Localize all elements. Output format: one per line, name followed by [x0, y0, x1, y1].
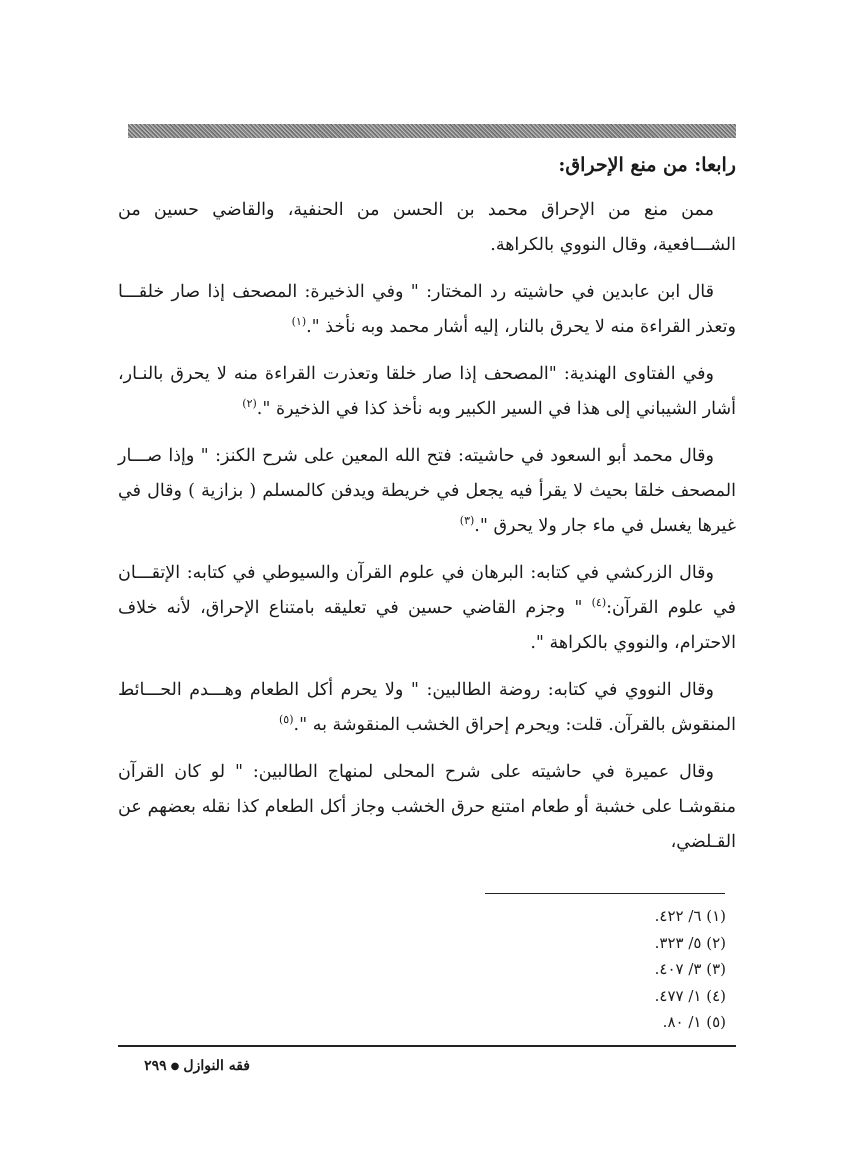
bullet-icon: ● [170, 1060, 180, 1072]
footnotes [520, 903, 726, 1036]
footnote-marker: (٢) [242, 397, 257, 411]
paragraph: ممن منع من الإحراق محمد بن الحسن من الحنفية، والقاضي حسين من الشـــافعية، وقال النووي بالكراهة. [118, 200, 736, 255]
header-decorative-bar [128, 124, 736, 138]
footnote-separator [485, 893, 725, 894]
footnote: (٣) ٣/ ٤٠٧. [654, 960, 726, 978]
page-number: ٢٩٩ [144, 1058, 167, 1074]
section-heading: رابعا: من منع الإحراق: [558, 154, 736, 176]
footnote-marker: (٣) [459, 514, 475, 528]
footnote: (١) ٦/ ٤٢٢. [654, 907, 726, 925]
book-title: فقه النوازل [183, 1058, 250, 1074]
paragraph: وقال محمد أبو السعود في حاشيته: فتح الله المعين على شرح الكنز: " وإذا صـــار المصحف خلقا بحيث لا يقرأ فيه يجعل في خريطة ويدفن كالمسلم ( بزازية ) وقال في غيرها يغسل في ماء جار ولا يحرق ".$^{(٣)}$ [118, 446, 736, 536]
footnote: (٢) ٥/ ٣٢٣. [654, 933, 726, 952]
footnote-marker: (٥) [279, 713, 294, 727]
paragraph: وقال عميرة في حاشيته على شرح المحلى لمنهاج الطالبين: " لو كان القرآن منقوشـا على خشبة أو طعام امتنع حرق الخشب وجاز أكل الطعام كذا نقله بعضهم عن القـلضي، [118, 762, 736, 852]
main-text [118, 148, 736, 872]
paragraph: وفي الفتاوى الهندية: "المصحف إذا صار خلقا وتعذرت القراءة منه لا يحرق بالنـار، أشار الشيباني إلى هذا في السير الكبير وبه نأخذ كذا في الذخيرة ".$^{(٢)}$ [118, 364, 736, 419]
footnote-marker: (٤) [591, 596, 607, 610]
paragraph: قال ابن عابدين في حاشيته رد المختار: " وفي الذخيرة: المصحف إذا صار خلقـــا وتعذر القراءة منه لا يحرق بالنار، إليه أشار محمد وبه نأخذ ".$^{(١)}$ [118, 282, 736, 337]
page-footer [100, 1058, 250, 1074]
footnote: (٤) ١/ ٤٧٧. [654, 986, 726, 1005]
footnote-marker: (١) [291, 315, 307, 329]
paragraph: وقال النووي في كتابه: روضة الطالبين: " ولا يحرم أكل الطعام وهـــدم الحـــائط المنقوش بالقرآن. قلت: ويحرم إحراق الخشب المنقوشة به ".$^{(٥)}$ [118, 680, 736, 735]
paragraph: وقال الزركشي في كتابه: البرهان في علوم القرآن والسيوطي في كتابه: الإتقـــان في علوم القرآن:$^{(٤)}$ " وجزم القاضي حسين في تعليقه بامتناع الإحراق، لأنه خلاف الاحترام، والنووي بالكراهة ". [118, 563, 736, 653]
footnote: (٥) ١/ ٨٠. [662, 1013, 726, 1031]
footer-separator [118, 1045, 736, 1047]
